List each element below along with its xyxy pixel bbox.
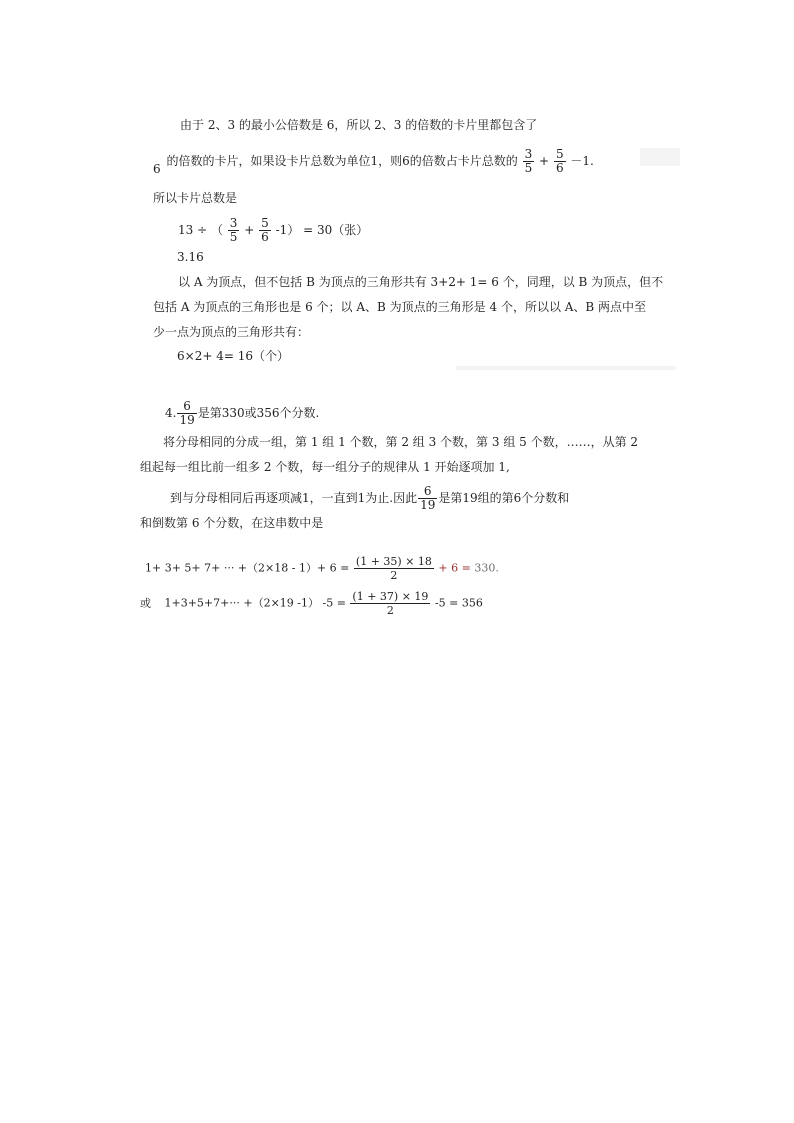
eq1-a: 1+ 3+ 5+ 7+ ··· +（2×18 - 1）+ 6 = — [145, 561, 350, 575]
p1-line1: 由于 2、3 的最小公倍数是 6，所以 2、3 的倍数的卡片里都包含了 — [180, 118, 538, 132]
frac-denominator: 5 — [229, 230, 238, 244]
p3-line3 — [170, 485, 569, 512]
fraction-three-fifths — [228, 217, 240, 244]
p2-line1: 以 A 为顶点，但不包括 B 为顶点的三角形共有 3+2+ 1= 6 个，同理，以 B 为顶点，但不 — [178, 275, 664, 289]
p2-label: 3.16 — [177, 250, 204, 264]
eq2-b: -5 = 356 — [434, 596, 483, 610]
fraction-three-fifths — [523, 148, 535, 175]
eq1-b: + 6 = — [438, 561, 471, 575]
fraction-six-nineteenths — [177, 400, 196, 427]
frac-numerator: 5 — [261, 216, 269, 230]
fraction-eq2 — [350, 590, 430, 617]
p2-line2: 包括 A 为顶点的三角形也是 6 个；以 A、B 为顶点的三角形是 4 个，所以以 A、B 两点中至 — [153, 300, 647, 314]
frac-denominator: 2 — [386, 604, 394, 617]
frac-numerator: (1 + 35) × 18 — [355, 555, 432, 568]
p1-equation — [178, 217, 368, 244]
p3-heading — [165, 400, 319, 427]
frac-numerator: 6 — [418, 485, 437, 499]
frac-numerator: (1 + 37) × 19 — [352, 590, 429, 603]
scan-smudge — [456, 366, 676, 370]
p2-line3: 少一点为顶点的三角形共有： — [153, 325, 310, 339]
fraction-five-sixths — [259, 217, 271, 244]
plus-sign: + — [539, 154, 550, 168]
frac-numerator: 5 — [555, 147, 564, 161]
p3-label: 4. — [165, 406, 177, 420]
frac-denominator: 6 — [555, 161, 564, 175]
eq-mid: + — [244, 223, 255, 237]
scan-smudge — [640, 148, 680, 166]
p3-line3-b: 是第19组的第6个分数和 — [438, 491, 570, 505]
frac-denominator: 19 — [420, 498, 436, 512]
p1-line2-lead: 6 — [153, 162, 161, 176]
p3-line1: 将分母相同的分成一组，第 1 组 1 个数，第 2 组 3 个数，第 3 组 5 个数，……，从第 2 — [163, 435, 639, 449]
frac-denominator: 19 — [179, 413, 195, 427]
fraction-six-nineteenths — [418, 485, 437, 512]
p3-equation-2 — [140, 590, 483, 617]
eq2-lead: 或 — [140, 596, 151, 610]
frac-denominator: 6 — [261, 230, 269, 244]
eq2-a: 1+3+5+7+··· +（2×19 -1） -5 = — [164, 596, 346, 610]
p3-equation-1 — [145, 555, 499, 582]
frac-denominator: 5 — [524, 161, 533, 175]
p2-equation: 6×2+ 4= 16（个） — [177, 349, 289, 363]
p3-label-tail: 是第330或356个分数. — [197, 406, 320, 420]
p1-line2-text: 的倍数的卡片，如果设卡片总数为单位1，则6的倍数占卡片总数的 — [166, 154, 518, 168]
p3-line3-a: 到与分母相同后再逐项减1，一直到1为止.因此 — [170, 491, 418, 505]
frac-denominator: 2 — [390, 569, 398, 582]
frac-numerator: 3 — [229, 216, 238, 230]
eq-tail: -1） = 30（张） — [275, 223, 369, 237]
fraction-eq1 — [354, 555, 434, 582]
p1-line2-tail: －1. — [570, 154, 594, 168]
p1-line2 — [153, 148, 594, 175]
frac-numerator: 3 — [524, 147, 533, 161]
fraction-five-sixths — [554, 148, 566, 175]
p3-line2: 组起每一组比前一组多 2 个数，每一组分子的规律从 1 开始逐项加 1, — [140, 460, 510, 474]
frac-numerator: 6 — [177, 400, 196, 414]
p3-line4: 和倒数第 6 个分数，在这串数中是 — [140, 516, 324, 530]
eq1-c: 330. — [474, 561, 499, 575]
eq-lead: 13 ÷ （ — [178, 223, 223, 237]
p1-line3: 所以卡片总数是 — [153, 191, 238, 205]
